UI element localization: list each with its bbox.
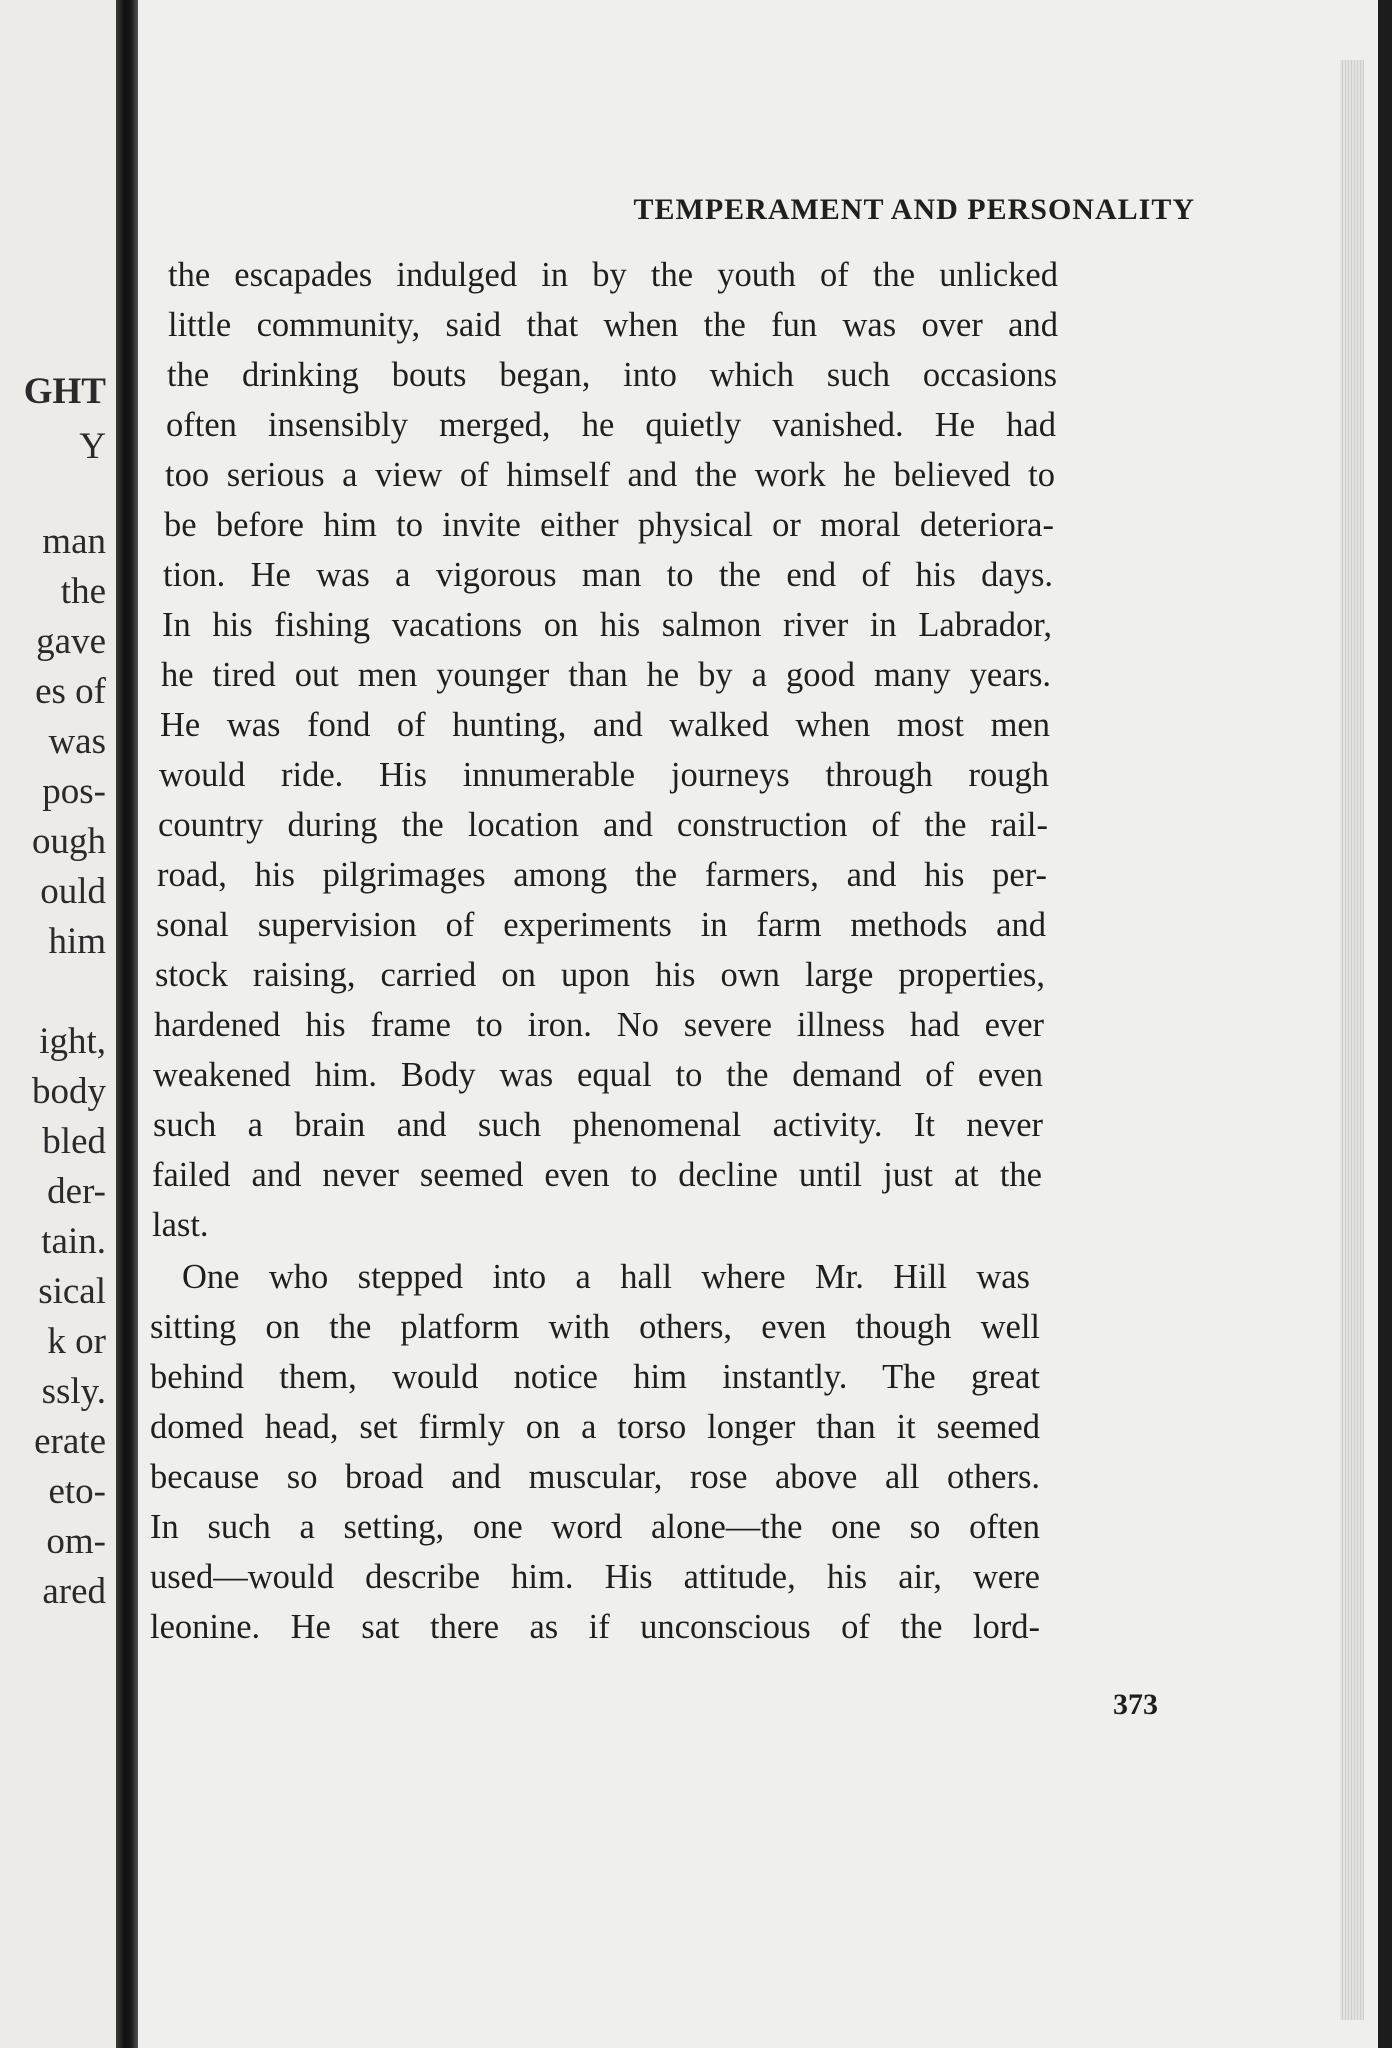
left-page-line: ould: [40, 871, 106, 912]
left-page-line: was: [48, 721, 106, 762]
body-text-line: little community, said that when the fun was over and: [168, 306, 1058, 344]
left-page-line: om-: [46, 1521, 106, 1562]
body-text-line: In such a setting, one word alone—the one so often: [150, 1508, 1040, 1546]
left-page-line: bled: [42, 1121, 106, 1162]
left-page-line: ight,: [39, 1021, 106, 1062]
body-text-line: hardened his frame to iron. No severe illness had ever: [154, 1006, 1044, 1044]
page-stack-edge: [1340, 60, 1364, 2020]
body-text-line: often insensibly merged, he quietly vanished. He had: [166, 406, 1056, 444]
body-text-line: He was fond of hunting, and walked when most men: [160, 706, 1050, 744]
book-gutter: [116, 0, 138, 2048]
left-page-fragment: [0, 0, 118, 2048]
left-page-line: Y: [79, 426, 106, 467]
body-text-line: sonal supervision of experiments in farm methods and: [156, 906, 1046, 944]
left-page-line: es of: [35, 671, 106, 712]
left-page-line: ough: [32, 821, 106, 862]
body-text-line: would ride. His innumerable journeys through rough: [159, 756, 1049, 794]
left-page-line: der-: [47, 1171, 106, 1212]
left-page-line: ssly.: [41, 1371, 106, 1412]
left-page-line: gave: [36, 621, 106, 662]
body-text-line: such a brain and such phenomenal activity. It never: [153, 1106, 1043, 1144]
left-page-line: GHT: [23, 371, 106, 412]
left-page-line: the: [60, 571, 106, 612]
left-page-line: sical: [38, 1271, 106, 1312]
body-text-line: used—would describe him. His attitude, his air, were: [150, 1558, 1040, 1596]
body-text-line: because so broad and muscular, rose above all others.: [150, 1458, 1040, 1496]
page-number: 373: [1113, 1688, 1158, 1721]
body-text-line: the escapades indulged in by the youth of the unlicked: [168, 256, 1058, 294]
left-page-line: him: [48, 921, 106, 962]
body-text-line: weakened him. Body was equal to the demand of even: [153, 1056, 1043, 1094]
body-text-line: failed and never seemed even to decline until just at the: [152, 1156, 1042, 1194]
left-page-line: k or: [47, 1321, 106, 1362]
body-text-line: domed head, set firmly on a torso longer than it seemed: [150, 1408, 1040, 1446]
left-page-line: body: [32, 1071, 106, 1112]
body-text-line: last.: [152, 1206, 209, 1244]
body-text-line: be before him to invite either physical or moral deteriora-: [164, 506, 1054, 544]
body-text-line: country during the location and construction of the rail-: [158, 806, 1048, 844]
body-text-line: In his fishing vacations on his salmon river in Labrador,: [162, 606, 1052, 644]
body-text-line: tion. He was a vigorous man to the end of his days.: [163, 556, 1053, 594]
body-text-line: road, his pilgrimages among the farmers, and his per-: [157, 856, 1047, 894]
body-text-line: he tired out men younger than he by a good many years.: [161, 656, 1051, 694]
body-text-line: sitting on the platform with others, even though well: [150, 1308, 1040, 1346]
right-page: [138, 0, 1378, 2048]
body-text-line: too serious a view of himself and the work he believed to: [165, 456, 1055, 494]
body-text-line: behind them, would notice him instantly. The great: [150, 1358, 1040, 1396]
left-page-line: eto-: [48, 1471, 106, 1512]
left-page-line: pos-: [42, 771, 106, 812]
body-text-line: One who stepped into a hall where Mr. Hill was: [182, 1258, 1030, 1296]
body-text-line: stock raising, carried on upon his own large properties,: [155, 956, 1045, 994]
body-text-line: leonine. He sat there as if unconscious of the lord-: [150, 1608, 1040, 1646]
left-page-line: ared: [42, 1571, 106, 1612]
left-page-line: man: [42, 521, 106, 562]
left-page-line: tain.: [41, 1221, 106, 1262]
body-text-line: the drinking bouts began, into which such occasions: [167, 356, 1057, 394]
left-page-line: erate: [34, 1421, 106, 1462]
running-head: TEMPERAMENT AND PERSONALITY: [633, 193, 1195, 226]
